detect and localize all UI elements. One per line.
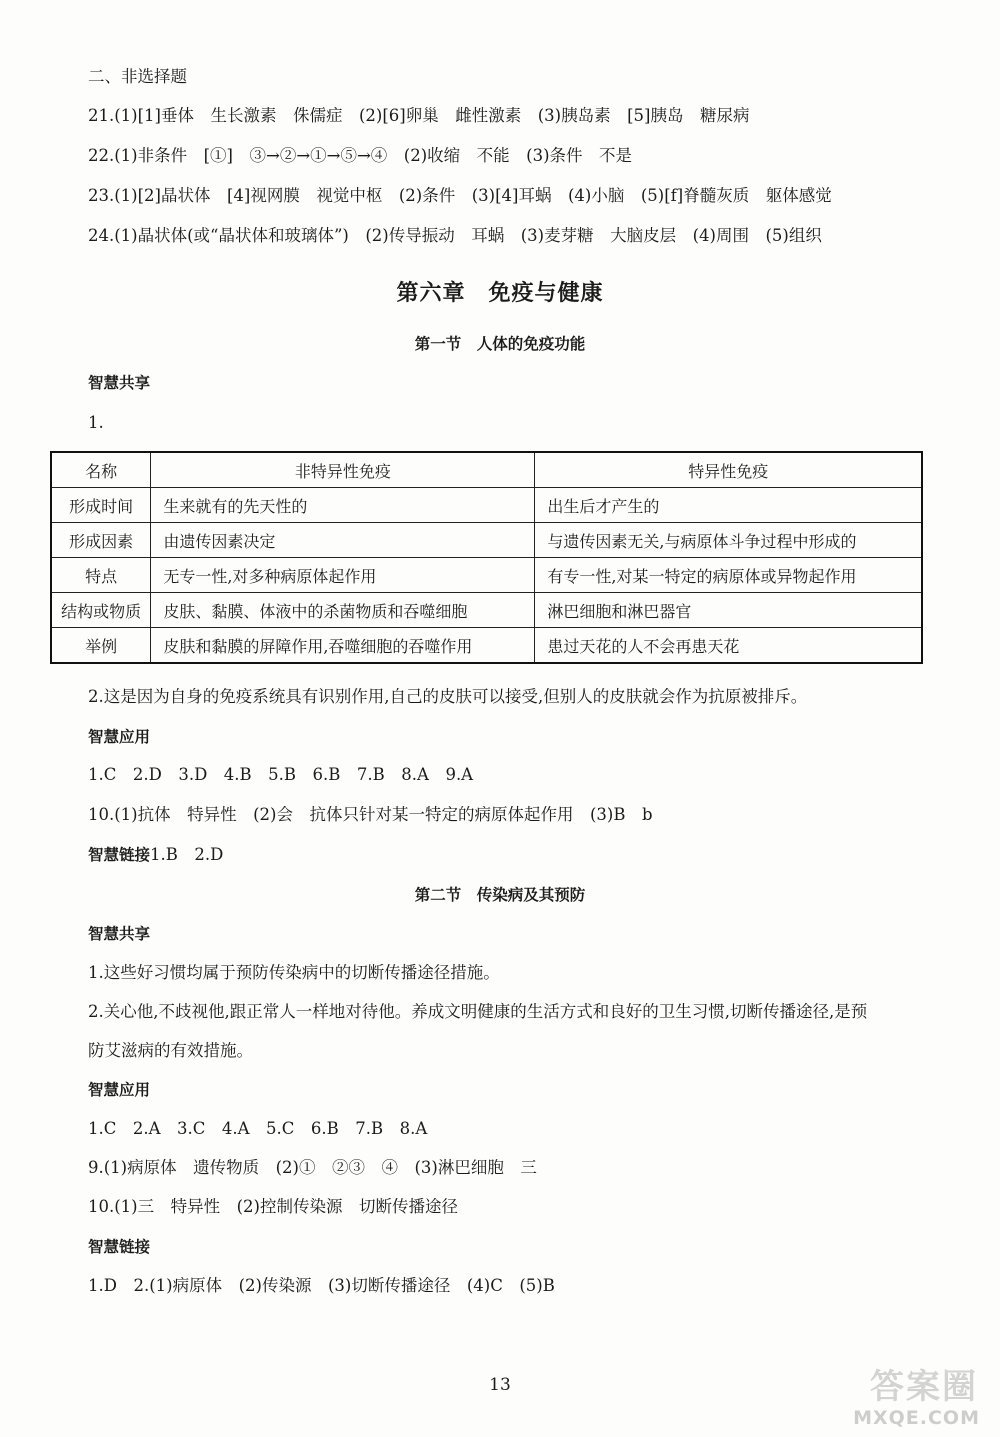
table-cell: 与遗传因素无关,与病原体斗争过程中形成的 [535, 523, 922, 558]
section1-link-answers: 1.B 2.D [150, 845, 224, 864]
watermark-site: MXQE.COM [853, 1407, 980, 1429]
section2-share-q1: 1.这些好习惯均属于预防传染病中的切断传播途径措施。 [88, 963, 500, 982]
watermark [820, 1359, 980, 1429]
table-cell: 淋巴细胞和淋巴器官 [535, 593, 922, 628]
table-cell: 有专一性,对某一特定的病原体或异物起作用 [535, 558, 922, 593]
section2-apply-line2: 9.(1)病原体 遗传物质 (2)① ②③ ④ (3)淋巴细胞 三 [88, 1158, 537, 1177]
part2-heading: 二、非选择题 [88, 67, 187, 86]
table-header: 特异性免疫 [535, 452, 922, 488]
immunity-comparison-table [50, 451, 923, 664]
section1-share-heading: 智慧共享 [88, 374, 151, 392]
watermark-logo: 答案圈 [870, 1367, 978, 1407]
table-header: 名称 [51, 452, 151, 488]
section2-share-heading: 智慧共享 [88, 925, 151, 943]
table-cell: 形成因素 [51, 523, 151, 558]
chapter-title: 第六章 免疫与健康 [396, 281, 604, 306]
section2-title: 第二节 传染病及其预防 [414, 886, 586, 904]
table-header-row [51, 452, 922, 488]
table-cell: 形成时间 [51, 488, 151, 523]
table-cell: 由遗传因素决定 [151, 523, 535, 558]
section1-link-heading: 智慧链接 [88, 846, 151, 864]
section1-apply-line2: 10.(1)抗体 特异性 (2)会 抗体只针对某一特定的病原体起作用 (3)B b [88, 805, 653, 824]
section2-share-q2-line2: 防艾滋病的有效措施。 [88, 1041, 253, 1060]
section1-q1-label: 1. [88, 413, 104, 432]
table-cell: 皮肤、黏膜、体液中的杀菌物质和吞噬细胞 [151, 593, 535, 628]
section1-title: 第一节 人体的免疫功能 [414, 335, 586, 353]
section1-apply-heading: 智慧应用 [88, 728, 151, 746]
table-header: 非特异性免疫 [151, 452, 535, 488]
table-row [51, 488, 922, 523]
section2-link-heading: 智慧链接 [88, 1238, 151, 1256]
answer-line-23: 23.(1)[2]晶状体 [4]视网膜 视觉中枢 (2)条件 (3)[4]耳蜗 (4)小脑 (5)[f]脊髓灰质 躯体感觉 [88, 186, 832, 205]
table-cell: 出生后才产生的 [535, 488, 922, 523]
section1-apply-line1: 1.C 2.D 3.D 4.B 5.B 6.B 7.B 8.A 9.A [88, 765, 474, 784]
section2-link-line: 1.D 2.(1)病原体 (2)传染源 (3)切断传播途径 (4)C (5)B [88, 1276, 555, 1295]
page-number: 13 [489, 1375, 511, 1395]
answer-line-22: 22.(1)非条件 [①] ③→②→①→⑤→④ (2)收缩 不能 (3)条件 不是 [88, 146, 633, 165]
table-row [51, 593, 922, 628]
table-cell: 皮肤和黏膜的屏障作用,吞噬细胞的吞噬作用 [151, 628, 535, 664]
table-cell: 生来就有的先天性的 [151, 488, 535, 523]
section1-q2: 2.这是因为自身的免疫系统具有识别作用,自己的皮肤可以接受,但别人的皮肤就会作为抗原被排斥。 [88, 687, 808, 706]
answer-line-21: 21.(1)[1]垂体 生长激素 侏儒症 (2)[6]卵巢 雌性激素 (3)胰岛素 [5]胰岛 糖尿病 [88, 106, 750, 125]
table-cell: 患过天花的人不会再患天花 [535, 628, 922, 664]
section2-apply-line3: 10.(1)三 特异性 (2)控制传染源 切断传播途径 [88, 1197, 458, 1216]
table-row [51, 523, 922, 558]
table-cell: 举例 [51, 628, 151, 664]
table-row [51, 628, 922, 664]
table-cell: 无专一性,对多种病原体起作用 [151, 558, 535, 593]
section2-apply-heading: 智慧应用 [88, 1081, 151, 1099]
section2-apply-line1: 1.C 2.A 3.C 4.A 5.C 6.B 7.B 8.A [88, 1119, 428, 1138]
section1-link-line [88, 844, 223, 866]
answer-line-24: 24.(1)晶状体(或“晶状体和玻璃体”) (2)传导振动 耳蜗 (3)麦芽糖 大脑皮层 (4)周围 (5)组织 [88, 226, 822, 245]
section2-share-q2-line1: 2.关心他,不歧视他,跟正常人一样地对待他。养成文明健康的生活方式和良好的卫生习惯,切断传播途径,是预 [88, 1002, 868, 1021]
table-row [51, 558, 922, 593]
table-cell: 结构或物质 [51, 593, 151, 628]
table-cell: 特点 [51, 558, 151, 593]
